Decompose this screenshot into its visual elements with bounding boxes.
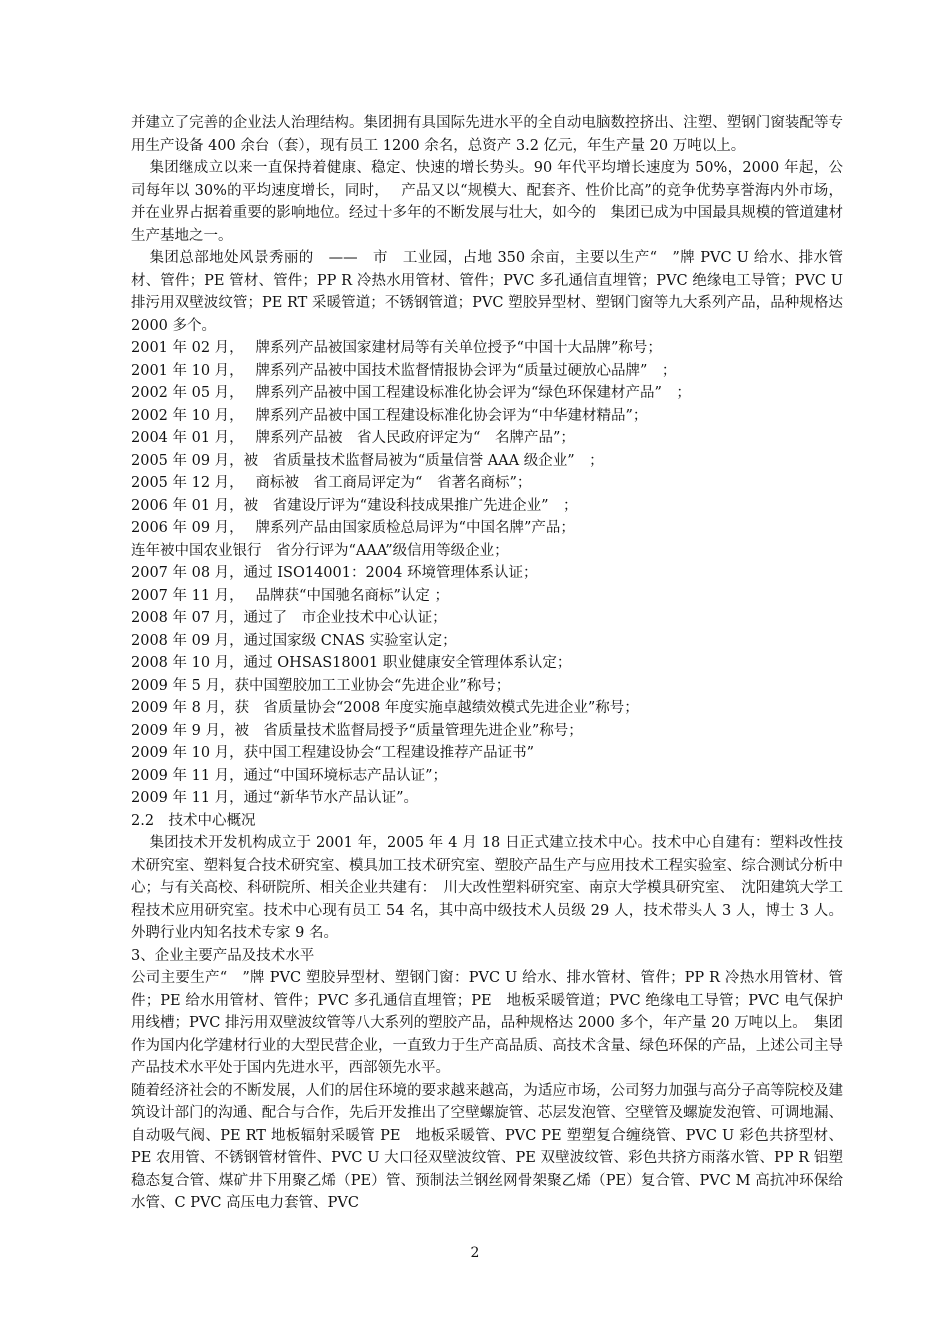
milestone-item: 2002 年 10 月， 牌系列产品被中国工程建设标准化协会评为“中华建材精品”； <box>131 407 648 424</box>
milestone-item: 2008 年 10 月，通过 OHSAS18001 职业健康安全管理体系认定； <box>131 655 572 671</box>
milestone-item: 2009 年 10 月，获中国工程建设协会“工程建设推荐产品证书” <box>131 745 535 761</box>
milestone-item: 2002 年 05 月， 牌系列产品被中国工程建设标准化协会评为“绿色环保建材产品” ； <box>131 385 691 401</box>
page-number: 2 <box>470 1245 480 1261</box>
paragraph-development: 随着经济社会的不断发展，人们的居住环境的要求越来越高，为适应市场，公司努力加强与高分子高等院校及建筑设计部门的沟通、配合与合作，先后开发推出了空壁螺旋管、芯层发泡管、空壁管及螺旋发泡管、可调地漏、自动吸气阀、PE RT 地板辐射采暖管 PE 地板采暖管、PVC PE 塑塑复合缠绕管、PVC U 彩色共挤型材、PE 农用管、不锈钢管材管件、PVC U 大口径双壁波纹管、PE 双壁波纹管、彩色共挤方雨落水管、PP R 铝塑稳态复合管、煤矿井下用聚乙烯（PE）管、预制法兰钢丝网骨架聚乙烯（PE）复合管、PVC M 高抗冲环保给水管、C PVC 高压电力套管、PVC <box>131 1082 843 1211</box>
paragraph-products: 公司主要生产“ ”牌 PVC 塑胶异型材、塑钢门窗：PVC U 给水、排水管材、管件；PP R 冷热水用管材、管件；PE 给水用管材、管件；PVC 多孔通信直埋管；PE 地板采暖管道；PVC 绝缘电工导管；PVC 电气保护用线槽；PVC 排污用双壁波纹管等八大系列的塑胶产品，品种规格达 2000 多个，年产量 20 万吨以上。 集团作为国内化学建材行业的大型民营企业，一直致力于生产高品质、高技术含量、绿色环保的产品，上述公司主导产品技术水平处于国内先进水平，西部领先水平。 <box>131 970 843 1076</box>
milestone-item: 2007 年 11 月， 品牌获“中国驰名商标”认定 ； <box>131 587 449 604</box>
milestone-item: 2005 年 09 月，被 省质量技术监督局被为“质量信誉 AAA 级企业” ； <box>131 452 604 469</box>
section-heading-products: 3、企业主要产品及技术水平 <box>131 947 315 964</box>
paragraph-intro: 并建立了完善的企业法人治理结构。集团拥有具国际先进水平的全自动电脑数控挤出、注塑、塑钢门窗装配等专用生产设备 400 余台（套），现有员工 1200 余名，总资产 3.2 亿元，年生产量 20 万吨以上。 <box>131 115 843 154</box>
milestone-item: 2009 年 8 月，获 省质量协会“2008 年度实施卓越绩效模式先进企业”称号； <box>131 700 639 716</box>
milestone-item: 2007 年 08 月，通过 ISO14001：2004 环境管理体系认证； <box>131 565 538 581</box>
section-heading-tech-center: 2.2 技术中心概况 <box>131 812 256 829</box>
milestone-list <box>131 337 843 810</box>
milestone-item: 2009 年 11 月，通过“中国环境标志产品认证”； <box>131 767 448 784</box>
paragraph-tech-center: 集团技术开发机构成立于 2001 年，2005 年 4 月 18 日正式建立技术中心。技术中心自建有：塑料改性技术研究室、塑料复合技术研究室、模具加工技术研究室、塑胶产品生产与应用技术工程实验室、综合测试分析中心；与有关高校、科研院所、相关企业共建有： 川大改性塑料研究室、南京大学模具研究室、 沈阳建筑大学工程技术应用研究室。技术中心现有员工 54 名，其中高中级技术人员级 29 人，技术带头人 3 人，博士 3 人。外聘行业内知名技术专家 9 名。 <box>131 835 843 941</box>
paragraph-growth: 集团继成立以来一直保持着健康、稳定、快速的增长势头。90 年代平均增长速度为 50%，2000 年起，公司每年以 30%的平均速度增长，同时， 产品又以“规模大、配套齐、性价比高”的竞争优势享誉海内外市场，并在业界占据着重要的影响地位。经过十多年的不断发展与壮大，如今的 集团已成为中国最具规模的管道建材生产基地之一。 <box>131 160 843 244</box>
milestone-item: 2008 年 09 月，通过国家级 CNAS 实验室认定； <box>131 632 457 649</box>
milestone-item: 2006 年 09 月， 牌系列产品由国家质检总局评为“中国名牌”产品； <box>131 520 575 536</box>
document-body <box>131 112 843 1215</box>
milestone-item: 2009 年 11 月，通过“新华节水产品认证”。 <box>131 790 419 806</box>
paragraph-headquarters: 集团总部地处风景秀丽的 —— 市 工业园，占地 350 余亩，主要以生产“ ”牌 PVC U 给水、排水管材、管件；PE 管材、管件；PP R 冷热水用管材、管件；PVC 多孔通信直埋管；PVC 绝缘电工导管；PVC U 排污用双壁波纹管；PE RT 采暖管道；不锈钢管道；PVC 塑胶异型材、塑钢门窗等九大系列产品，品种规格达 2000 多个。 <box>131 250 843 334</box>
milestone-item: 2001 年 02 月， 牌系列产品被国家建材局等有关单位授予“中国十大品牌”称号； <box>131 340 662 356</box>
milestone-item: 2009 年 5 月，获中国塑胶加工工业协会“先进企业”称号； <box>131 677 511 694</box>
milestone-item: 2009 年 9 月，被 省质量技术监督局授予“质量管理先进企业”称号； <box>131 722 583 739</box>
milestone-item: 2005 年 12 月， 商标被 省工商局评定为“ 省著名商标”； <box>131 475 532 491</box>
milestone-item: 2008 年 07 月，通过了 市企业技术中心认证； <box>131 610 447 626</box>
milestone-item: 连年被中国农业银行 省分行评为“AAA”级信用等级企业； <box>131 542 509 559</box>
milestone-item: 2001 年 10 月， 牌系列产品被中国技术监督情报协会评为“质量过硬放心品牌” ； <box>131 362 677 379</box>
milestone-item: 2004 年 01 月， 牌系列产品被 省人民政府评定为“ 名牌产品”； <box>131 430 575 446</box>
milestone-item: 2006 年 01 月，被 省建设厅评为“建设科技成果推广先进企业” ； <box>131 497 578 514</box>
